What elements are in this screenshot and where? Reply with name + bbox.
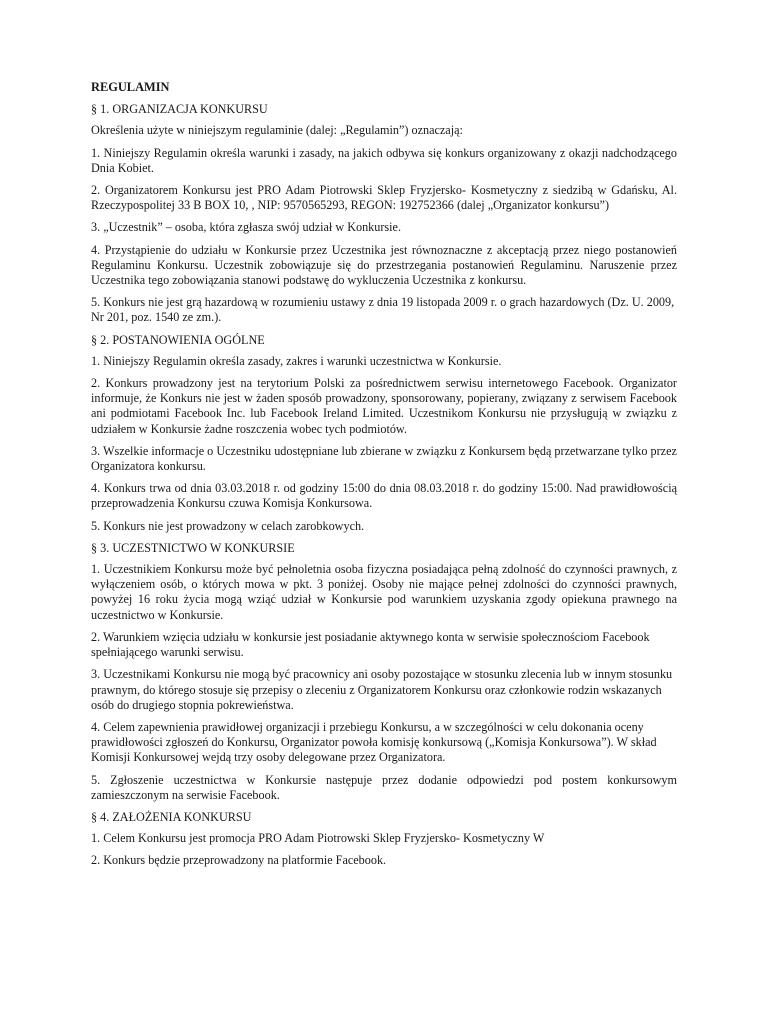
paragraph: 2. Warunkiem wzięcia udziału w konkursie jest posiadanie aktywnego konta w serwisie społecznościom Facebook spełniającego warunki serwisu. [91, 629, 650, 660]
paragraph: 5. Konkurs nie jest prowadzony w celach zarobkowych. [91, 518, 365, 533]
paragraph: 3. Uczestnikami Konkursu nie mogą być pracownicy ani osoby pozostające w stosunku zlecenia lub w innym stosunku prawnym, do którego stosuje się przepisy o zleceniu z Organizatorem Konkursu oraz członkowie rodzin wskazanych osób do drugiego stopnia pokrewieństwa. [91, 667, 673, 712]
section-heading-2: § 2. POSTANOWIENIA OGÓLNE [91, 332, 265, 347]
paragraph: Określenia użyte w niniejszym regulaminie (dalej: „Regulamin”) oznaczają: [91, 123, 463, 138]
section-heading-4: § 4. ZAŁOŻENIA KONKURSU [91, 809, 252, 824]
section-heading-1: § 1. ORGANIZACJA KONKURSU [91, 102, 268, 117]
paragraph: 1. Celem Konkursu jest promocja PRO Adam Piotrowski Sklep Fryzjersko- Kosmetyczny W [91, 831, 545, 846]
paragraph: 4. Przystąpienie do udziału w Konkursie przez Uczestnika jest równoznaczne z akceptacją przez niego postanowień Regulaminu Konkursu. Uczestnik zobowiązuje się do przestrzegania postanowień Regulaminu. Naruszenie przez Uczestnika tego zobowiązania stanowi podstawę do wykluczenia Uczestnika z konkursu. [91, 242, 677, 288]
paragraph: 4. Konkurs trwa od dnia 03.03.2018 r. od godziny 15:00 do dnia 08.03.2018 r. do godziny 15:00. Nad prawidłowością przeprowadzenia Konkursu czuwa Komisja Konkursowa. [91, 481, 677, 511]
paragraph: 4. Celem zapewnienia prawidłowej organizacji i przebiegu Konkursu, a w szczególności w celu dokonania oceny prawidłowości zgłoszeń do Konkursu, Organizator powoła komisję konkursową („Komisja Konkursowa”). W skład Komisji Konkursowej wejdą trzy osoby delegowane przez Organizatora. [91, 719, 657, 765]
paragraph: 2. Organizatorem Konkursu jest PRO Adam Piotrowski Sklep Fryzjersko- Kosmetyczny z siedzibą w Gdańsku, Al. Rzeczypospolitej 33 B BOX 10, , NIP: 9570565293, REGON: 192752366 (dalej „Organizator konkursu”) [91, 183, 677, 213]
paragraph: 1. Uczestnikiem Konkursu może być pełnoletnia osoba fizyczna posiadająca pełną zdolność do czynności prawnych, z wyłączeniem osób, o których mowa w pkt. 3 poniżej. Osoby nie mające pełnej zdolności do czynności prawnych, powyżej 16 roku życia mogą wziąć udział w Konkursie pod warunkiem uzyskania zgody opiekuna prawnego na uczestnictwo w Konkursie. [91, 562, 677, 622]
paragraph: 1. Niniejszy Regulamin określa zasady, zakres i warunki uczestnictwa w Konkursie. [91, 353, 502, 368]
paragraph: 5. Zgłoszenie uczestnictwa w Konkursie następuje przez dodanie odpowiedzi pod postem konkursowym zamieszczonym na serwisie Facebook. [91, 772, 677, 802]
paragraph: 2. Konkurs prowadzony jest na terytorium Polski za pośrednictwem serwisu internetowego Facebook. Organizator informuje, że Konkurs nie jest w żaden sposób prowadzony, sponsorowany, popierany, związany z serwisem Facebook ani podmiotami Facebook Inc. lub Facebook Ireland Limited. Uczestnikom Konkursu nie przysługują w związku z udziałem w Konkursie żadne roszczenia wobec tych podmiotów. [91, 376, 677, 436]
document-title: REGULAMIN [91, 80, 170, 94]
paragraph: 3. „Uczestnik” – osoba, która zgłasza swój udział w Konkursie. [91, 220, 402, 235]
paragraph: 3. Wszelkie informacje o Uczestniku udostępniane lub zbierane w związku z Konkursem będą przetwarzane tylko przez Organizatora konkursu. [91, 443, 677, 474]
paragraph: 1. Niniejszy Regulamin określa warunki i zasady, na jakich odbywa się konkurs organizowany z okazji nadchodzącego Dnia Kobiet. [91, 145, 677, 175]
paragraph: 2. Konkurs będzie przeprowadzony na platformie Facebook. [91, 853, 387, 868]
paragraph: 5. Konkurs nie jest grą hazardową w rozumieniu ustawy z dnia 19 listopada 2009 r. o grach hazardowych (Dz. U. 2009, Nr 201, poz. 1540 ze zm.). [91, 295, 675, 325]
section-heading-3: § 3. UCZESTNICTWO W KONKURSIE [91, 540, 295, 555]
document-page [91, 80, 677, 876]
